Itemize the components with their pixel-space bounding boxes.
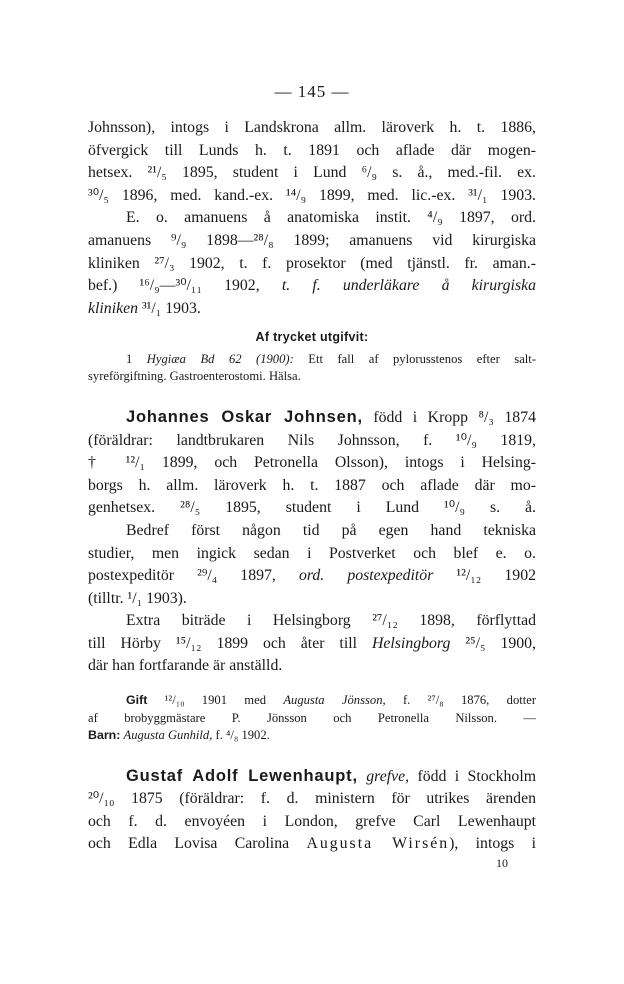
text-fragment: till Hörby ¹⁵/₁₂ 1899 och åter till bbox=[88, 634, 357, 652]
text-line: studier, men ingick sedan i Postverket och blef e. o. bbox=[88, 544, 536, 562]
publications-heading: Af trycket utgifvit: bbox=[255, 330, 369, 345]
text-column bbox=[88, 117, 536, 856]
text-line: Bedref först någon tid på egen hand tekniska bbox=[126, 521, 536, 539]
text-line: ³⁰/₅ 1896, med. kand.-ex. ¹⁴/₉ 1899, med. lic.-ex. ³¹/₁ 1903. bbox=[88, 186, 536, 204]
barn-label: Barn: bbox=[88, 728, 121, 743]
text-line: och f. d. envoyéen i London, grefve Carl Lewenhaupt bbox=[88, 812, 536, 830]
text-line: † ¹²/₁ 1899, och Petronella Olsson), intogs i Helsing- bbox=[88, 454, 536, 472]
text-fragment: f. ²⁷/₈ 1876, dotter bbox=[385, 693, 536, 708]
text-fragment: Ett fall af pylorusstenos efter salt- bbox=[293, 351, 536, 366]
publications-block bbox=[88, 326, 536, 386]
page-number: — 145 — bbox=[274, 82, 350, 101]
publication-source: Hygiæa Bd 62 (1900): bbox=[146, 351, 294, 366]
entry-johnsen bbox=[88, 406, 536, 745]
text-line: kliniken ²⁷/₃ 1902, t. f. prosektor (med tjänstl. fr. aman.- bbox=[88, 254, 536, 272]
spouse-name: Augusta Jönsson, bbox=[283, 693, 386, 708]
text-line: Johnsson), intogs i Landskrona allm. läroverk h. t. 1886, bbox=[88, 119, 536, 136]
text-fragment: postexpeditör ²⁹/₄ 1897, bbox=[88, 567, 276, 585]
text-line: amanuens ⁹/₉ 1898—²⁸/₈ 1899; amanuens vid kirurgiska bbox=[88, 231, 536, 249]
text-line: Extra biträde i Helsingborg ²⁷/₁₂ 1898, förflyttad bbox=[126, 612, 536, 630]
text-line: öfvergick till Lunds h. t. 1891 och aflade där mogen- bbox=[88, 141, 536, 159]
italic-fragment: Helsingborg bbox=[371, 634, 451, 652]
children-line bbox=[88, 727, 536, 745]
marriage-line-cont: af brobyggmästare P. Jönsson och Petronella Nilsson. — bbox=[88, 710, 536, 725]
text-line: borgs h. allm. läroverk h. t. 1887 och aflade där mo- bbox=[88, 476, 536, 494]
text-line: genhetsex. ²⁸/₅ 1895, student i Lund ¹⁰/₉ s. å. bbox=[88, 499, 536, 517]
text-line: E. o. amanuens å anatomiska instit. ⁴/₉ 1897, ord. bbox=[126, 209, 536, 227]
text-line: där han fortfarande är anställd. bbox=[88, 657, 283, 675]
text-line bbox=[88, 406, 536, 430]
child-name: Augusta Gunhild, bbox=[123, 728, 213, 743]
text-fragment: född i Stockholm bbox=[409, 767, 536, 785]
entry-continuation bbox=[88, 117, 536, 320]
text-line bbox=[88, 298, 536, 321]
text-fragment: ), intogs i bbox=[449, 835, 536, 853]
text-fragment: ¹²/₁₂ 1902 bbox=[433, 567, 536, 585]
text-fragment: f. ⁴/₈ 1902. bbox=[212, 728, 270, 743]
text-line: (tilltr. ¹/₁ 1903). bbox=[88, 589, 187, 607]
text-fragment: ²⁵/₅ 1900, bbox=[450, 634, 536, 652]
italic-fragment: ord. postexpeditör bbox=[298, 567, 434, 585]
person-name: Gustaf Adolf Lewenhaupt, bbox=[126, 766, 358, 785]
text-line: ²⁰/₁₀ 1875 (föräldrar: f. d. ministern för utrikes ärenden bbox=[88, 790, 536, 808]
entry-lewenhaupt bbox=[88, 765, 536, 856]
text-line bbox=[88, 565, 536, 588]
text-fragment: ³¹/₁ 1903. bbox=[138, 299, 201, 317]
text-fragment: och Edla Lovisa Carolina bbox=[88, 835, 290, 853]
text-line: (föräldrar: landtbrukaren Nils Johnsson, f. ¹⁰/₉ 1819, bbox=[88, 431, 536, 449]
text-line bbox=[88, 833, 536, 856]
gift-label: Gift bbox=[126, 693, 148, 708]
person-name: Johannes Oskar Johnsen, bbox=[126, 407, 363, 426]
text-fragment: bef.) ¹⁶/₉—³⁰/₁₁ 1902, bbox=[88, 277, 260, 295]
italic-fragment: t. f. underläkare å kirurgiska bbox=[281, 277, 536, 295]
text-fragment: född i Kropp ⁸/₃ 1874 bbox=[362, 408, 536, 426]
sheet-signature: 10 bbox=[496, 856, 508, 870]
text-line bbox=[88, 275, 536, 298]
publication-number: 1 bbox=[126, 351, 133, 366]
publication-item-cont: syreförgiftning. Gastroenterostomi. Hälsa. bbox=[88, 369, 301, 384]
text-line bbox=[88, 633, 536, 656]
spaced-name: Augusta Wirsén bbox=[306, 835, 450, 853]
text-line bbox=[88, 765, 536, 789]
text-fragment: ¹²/₁₀ 1901 med bbox=[147, 693, 266, 708]
noble-title: grefve, bbox=[366, 767, 410, 785]
text-line: hetsex. ²¹/₅ 1895, student i Lund ⁶/₉ s. å., med.-fil. ex. bbox=[88, 164, 536, 182]
marriage-line bbox=[88, 692, 536, 710]
italic-fragment: kliniken bbox=[88, 299, 138, 317]
publication-item bbox=[88, 351, 536, 369]
